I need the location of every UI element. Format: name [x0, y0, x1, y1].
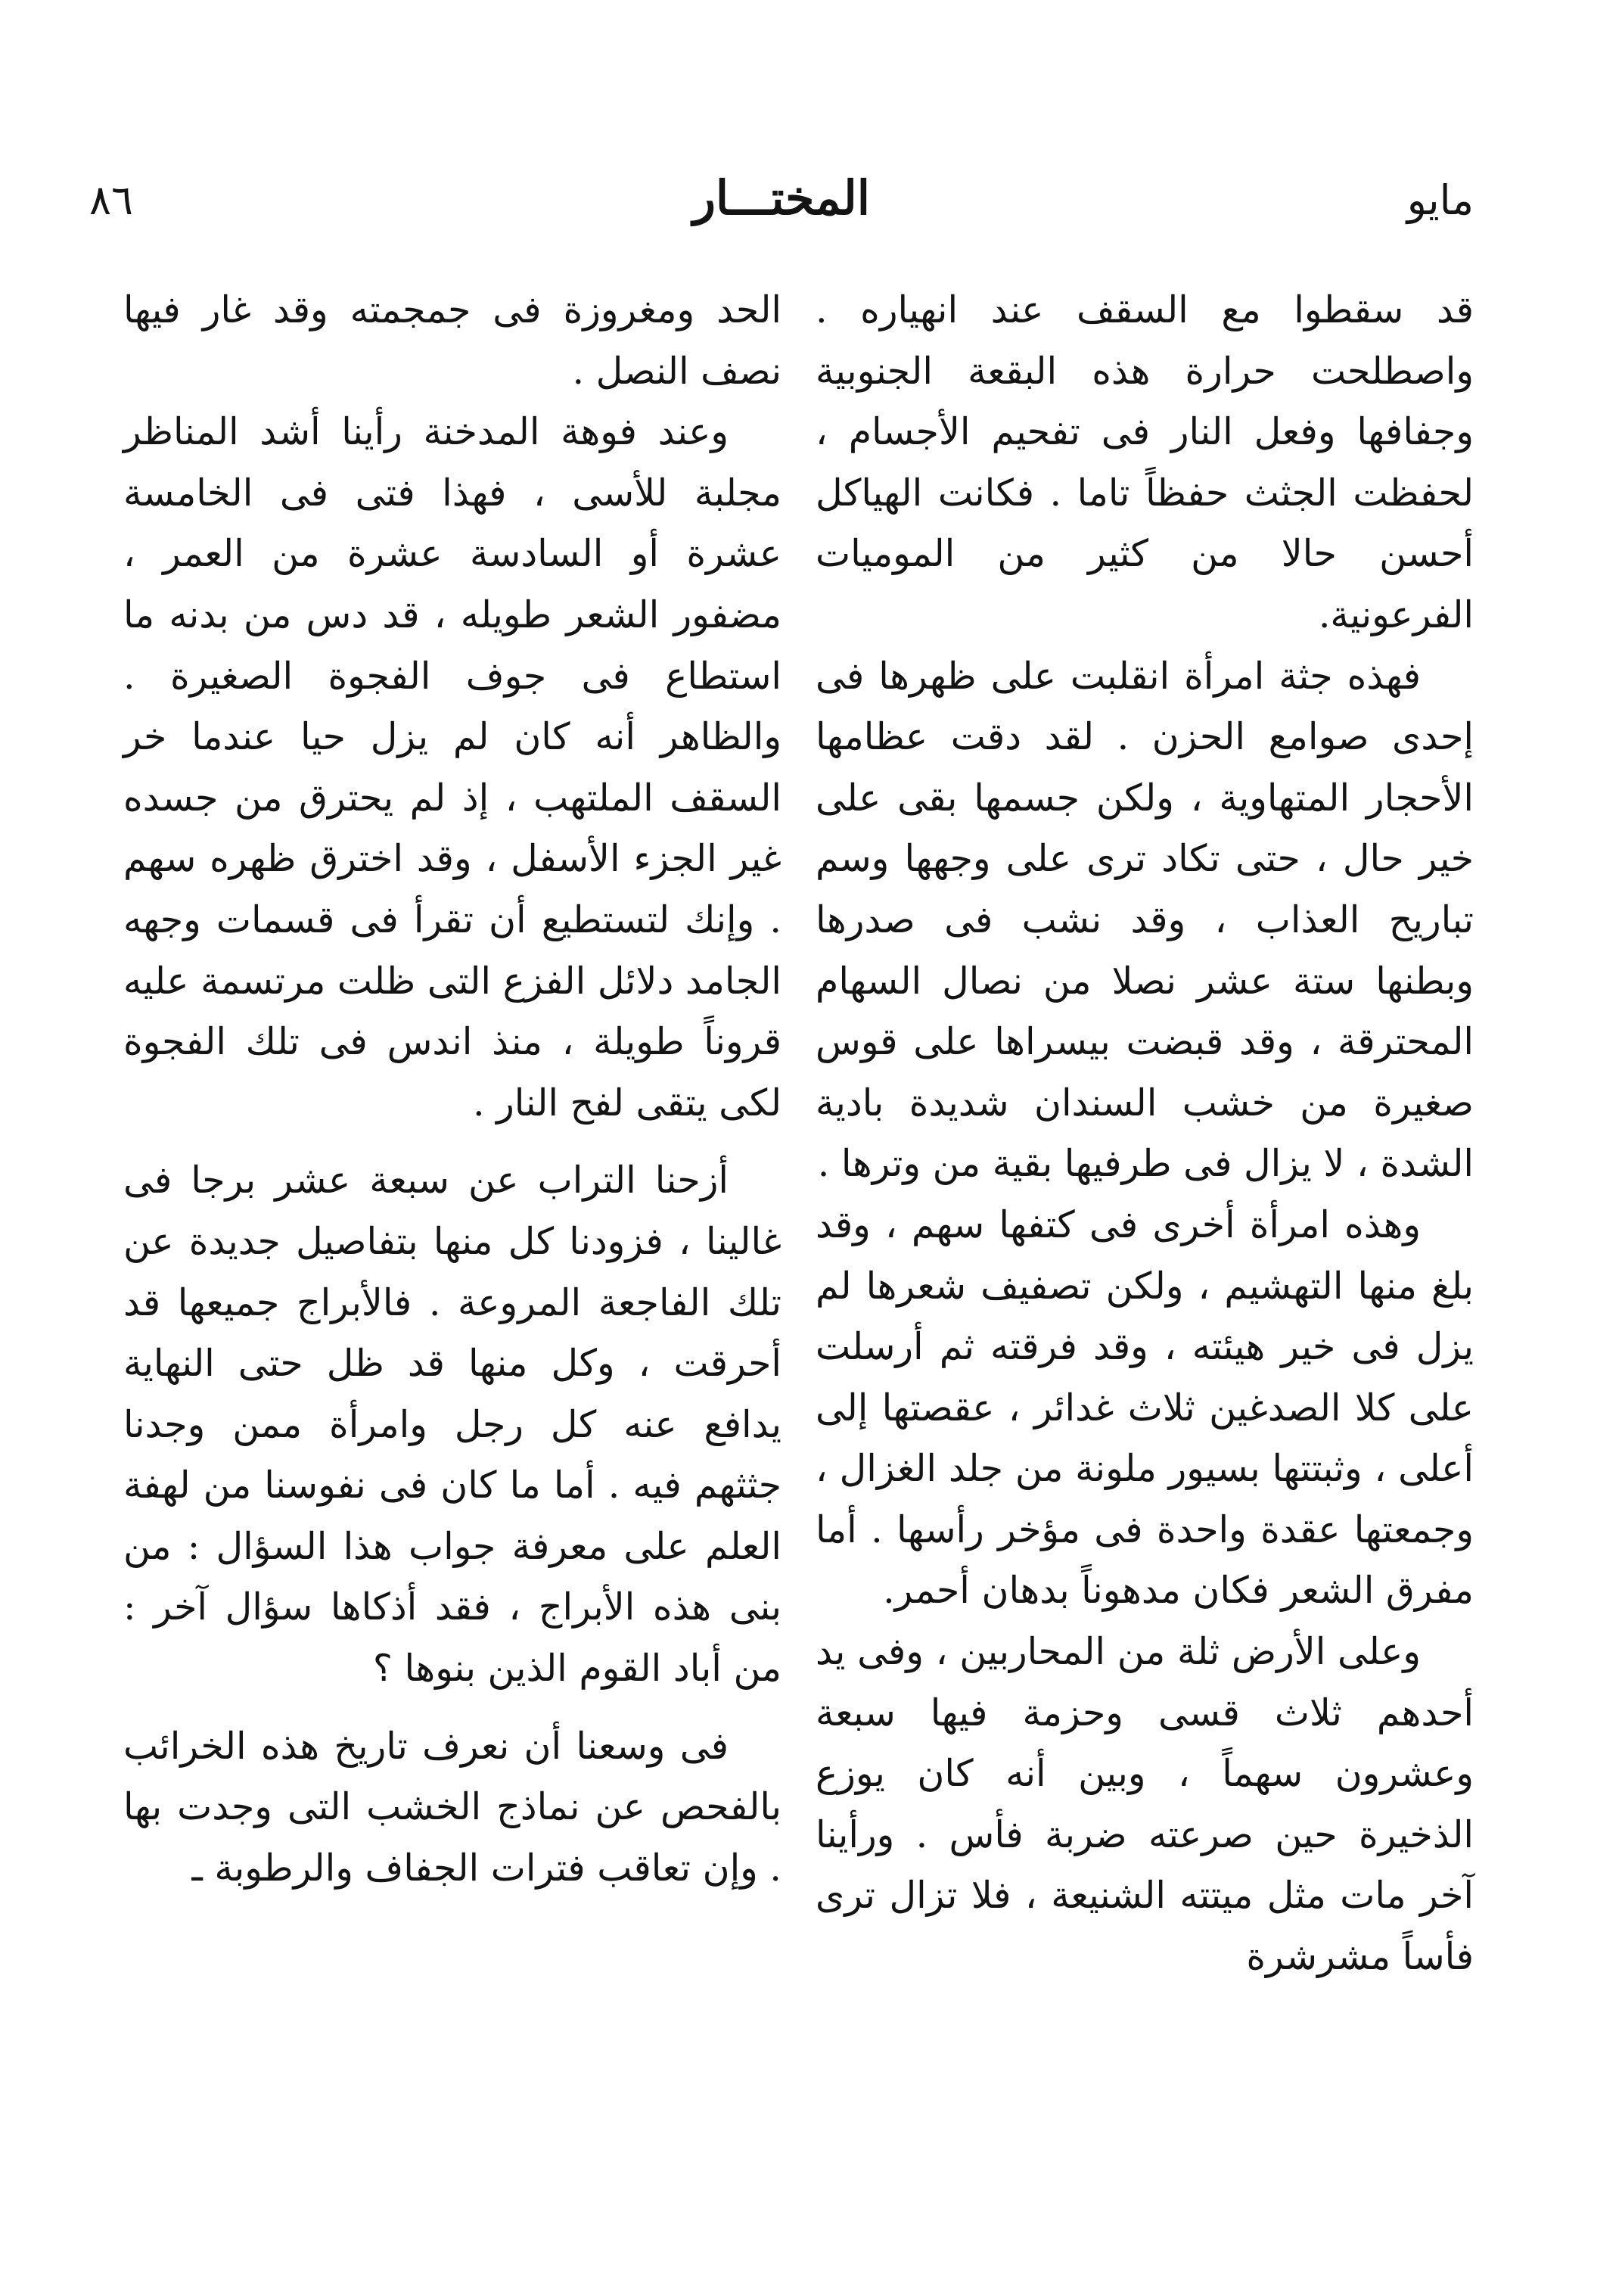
paragraph: الحد ومغروزة فى جمجمته وقد غار فيها نصف النصل .	[123, 288, 781, 393]
paragraph: فهذه جثة امرأة انقلبت على ظهرها فى إحدى صوامع الحزن . لقد دقت عظامها الأحجار المتهاوية ، ولكن جسمها بقى على خير حال ، حتى تكاد ترى على وجهها وسم تباريح العذاب ، وقد نشب فى صدرها وبطنها ستة عشر نصلا من نصال السهام المحترقة ، وقد قبضت بيسراها على قوس صغيرة من خشب السندان شديدة بادية الشدة ، لا يزال فى طرفيها بقية من وترها .	[816, 654, 1474, 1186]
right-text-column	[816, 280, 1474, 1988]
running-header	[89, 170, 1474, 238]
magazine-title: المختـــار	[692, 170, 870, 226]
issue-month: مايو	[1406, 176, 1474, 224]
paragraph: فى وسعنا أن نعرف تاريخ هذه الخرائب بالفحص عن نماذج الخشب التى وجدت بها . وإن تعاقب فترات الجفاف والرطوبة ـ	[123, 1724, 781, 1890]
paragraph: وهذه امرأة أخرى فى كتفها سهم ، وقد بلغ منها التهشيم ، ولكن تصفيف شعرها لم يزل فى خير هيئته ، وقد فرقته ثم أرسلت على كلا الصدغين ثلاث غدائر ، عقصتها إلى أعلى ، وثبتتها بسيور ملونة من جلد الغزال ، وجمعتها عقدة واحدة فى مؤخر رأسها . أما مفرق الشعر فكان مدهوناً بدهان أحمر.	[816, 1202, 1474, 1613]
paragraph: قد سقطوا مع السقف عند انهياره . واصطلحت حرارة هذه البقعة الجنوبية وجفافها وفعل النار فى تفحيم الأجسام ، لحفظت الجثث حفظاً تاما . فكانت الهياكل أحسن حالا من كثير من الموميات الفرعونية.	[816, 288, 1474, 636]
left-text-column	[123, 280, 781, 1899]
page-number: ٨٦	[89, 176, 134, 224]
paragraph: وعند فوهة المدخنة رأينا أشد المناظر مجلبة للأسى ، فهذا فتى فى الخامسة عشرة أو السادسة عشرة من العمر ، مضفور الشعر طويله ، قد دس من بدنه ما استطاع فى جوف الفجوة الصغيرة . والظاهر أنه كان لم يزل حيا عندما خر السقف الملتهب ، إذ لم يحترق من جسده غير الجزء الأسفل ، وقد اخترق ظهره سهم . وإنك لتستطيع أن تقرأ فى قسمات وجهه الجامد دلائل الفزع التى ظلت مرتسمة عليه قروناً طويلة ، منذ اندس فى تلك الفجوة لكى يتقى لفح النار .	[123, 410, 781, 1125]
paragraph: وعلى الأرض ثلة من المحاربين ، وفى يد أحدهم ثلاث قسى وحزمة فيها سبعة وعشرون سهماً ، وبين أنه كان يوزع الذخيرة حين صرعته ضربة فأس . ورأينا آخر مات مثل ميتته الشنيعة ، فلا تزال ترى فأساً مشرشرة	[816, 1630, 1474, 1979]
paragraph: أزحنا التراب عن سبعة عشر برجا فى غالينا ، فزودنا كل منها بتفاصيل جديدة عن تلك الفاجعة المروعة . فالأبراج جميعها قد أحرقت ، وكل منها قد ظل حتى النهاية يدافع عنه كل رجل وامرأة ممن وجدنا جثثهم فيه . أما ما كان فى نفوسنا من لهفة العلم على معرفة جواب هذا السؤال : من بنى هذه الأبراج ، فقد أذكاها سؤال آخر : من أباد القوم الذين بنوها ؟	[123, 1159, 781, 1691]
